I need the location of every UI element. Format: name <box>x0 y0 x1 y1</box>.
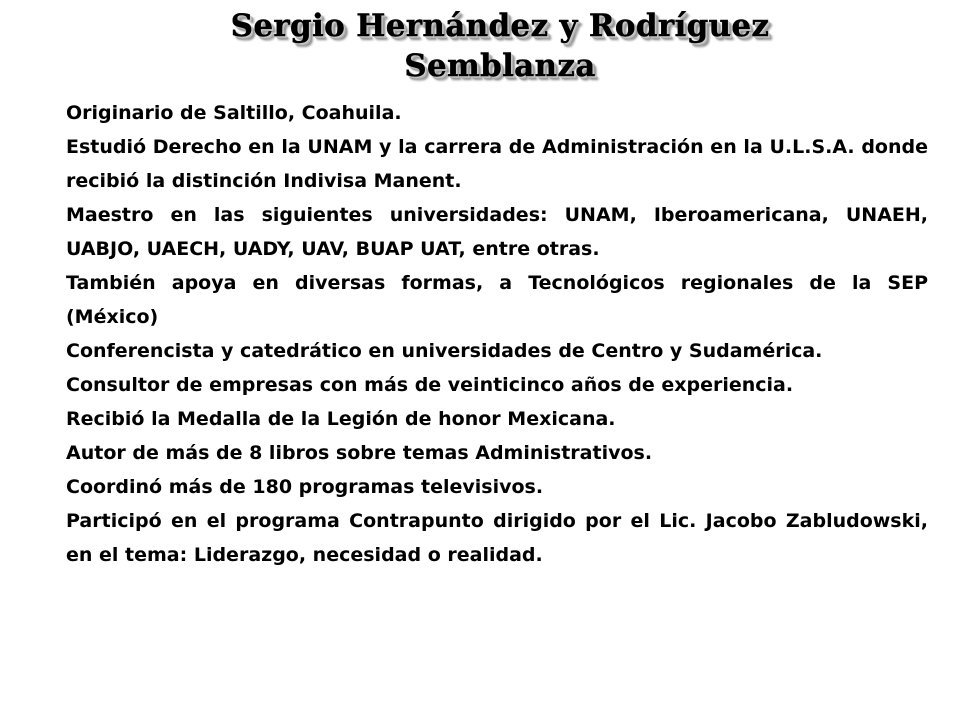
bio-paragraph-medal: Recibió la Medalla de la Legión de honor Mexicana. <box>66 408 616 430</box>
bio-paragraph-contrapunto: Participó en el programa Contrapunto dirigido por el Lic. Jacobo Zabludowski, en el tema: Liderazgo, necesidad o realidad. <box>66 510 928 566</box>
page-subtitle: Semblanza <box>404 48 596 84</box>
bio-paragraph-support: También apoya en diversas formas, a Tecnológicos regionales de la SEP (México) <box>66 272 928 328</box>
bio-paragraph-lecturer: Conferencista y catedrático en universidades de Centro y Sudamérica. <box>66 340 823 362</box>
bio-paragraph-teaching: Maestro en las siguientes universidades: UNAM, Iberoamericana, UNAEH, UABJO, UAECH, UADY, UAV, BUAP UAT, entre otras. <box>66 204 928 260</box>
bio-paragraph-author: Autor de más de 8 libros sobre temas Administrativos. <box>66 442 653 464</box>
bio-paragraph-education: Estudió Derecho en la UNAM y la carrera de Administración en la U.L.S.A. donde recibió la distinción Indivisa Manent. <box>66 136 928 192</box>
bio-paragraph-origin: Originario de Saltillo, Coahuila. <box>66 102 402 124</box>
biography-text <box>66 96 928 572</box>
title-block <box>0 6 960 86</box>
page-title: Sergio Hernández y Rodríguez <box>230 8 770 44</box>
bio-paragraph-consultant: Consultor de empresas con más de veinticinco años de experiencia. <box>66 374 794 396</box>
bio-paragraph-tv: Coordinó más de 180 programas televisivos. <box>66 476 544 498</box>
